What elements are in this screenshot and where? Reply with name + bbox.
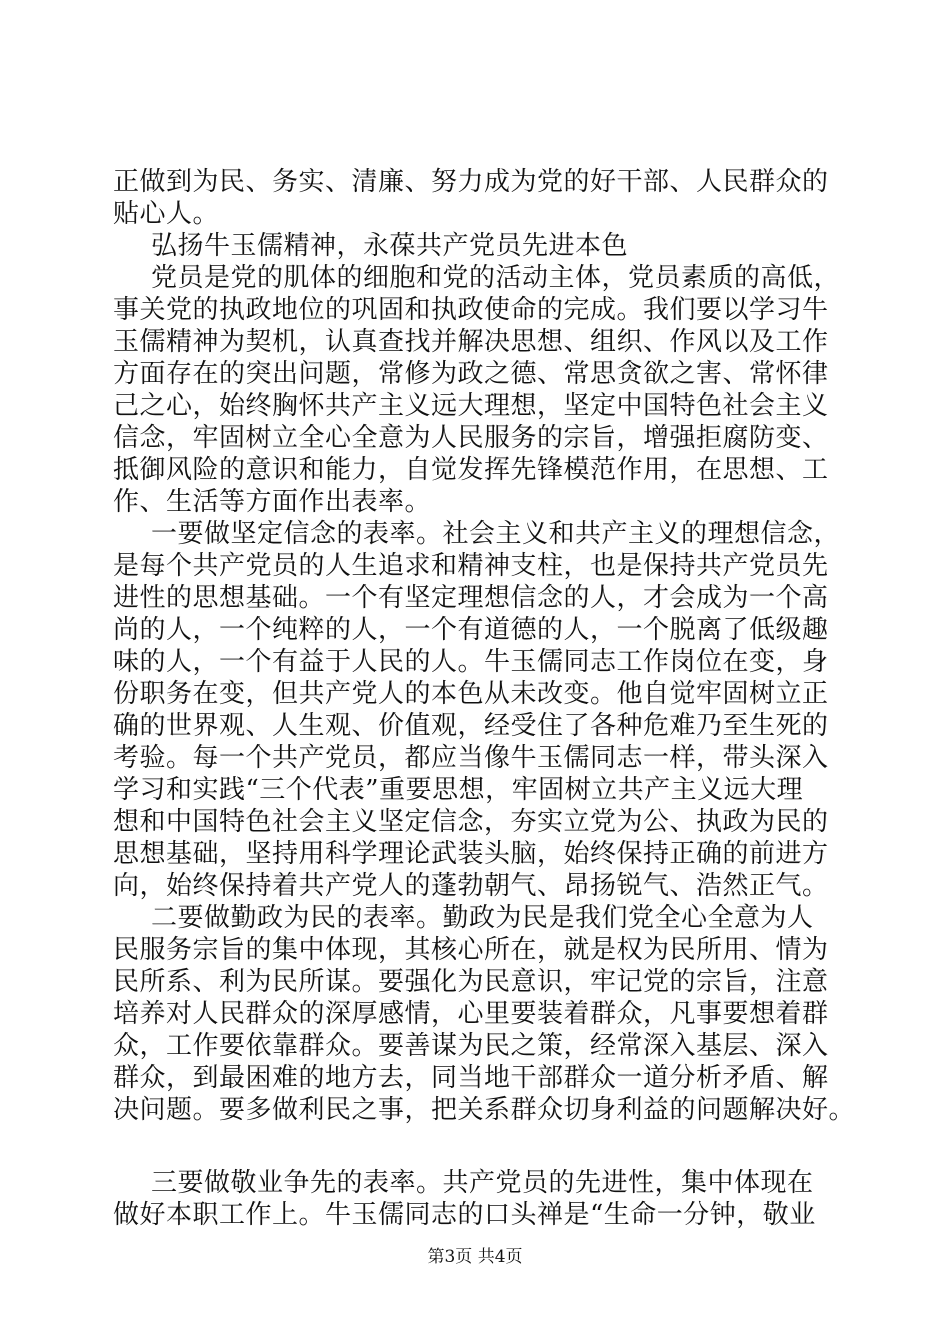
document-section-1 [113, 166, 856, 1126]
text-line: 决问题。要多做利民之事，把关系群众切身利益的问题解决好。 [113, 1095, 856, 1125]
text-line: 玉儒精神为契机，认真查找并解决思想、组织、作风以及工作 [113, 327, 829, 357]
text-line: 群众，到最困难的地方去，同当地干部群众一道分析矛盾、解 [113, 1063, 829, 1093]
document-section-2 [113, 1167, 843, 1231]
text-line: 味的人，一个有益于人民的人。牛玉儒同志工作岗位在变，身 [113, 647, 829, 677]
text-line: 向，始终保持着共产党人的蓬勃朝气、昂扬锐气、浩然正气。 [113, 871, 829, 901]
text-line: 民服务宗旨的集中体现，其核心所在，就是权为民所用、情为 [113, 935, 829, 965]
text-line: 做好本职工作上。牛玉儒同志的口头禅是“生命一分钟，敬业 [113, 1200, 816, 1230]
text-line: 一要做坚定信念的表率。社会主义和共产主义的理想信念， [151, 519, 841, 549]
text-line: 份职务在变，但共产党人的本色从未改变。他自觉牢固树立正 [113, 679, 829, 709]
text-line: 信念，牢固树立全心全意为人民服务的宗旨，增强拒腐防变、 [113, 423, 829, 453]
paragraph-gap [113, 1126, 843, 1167]
text-line: 考验。每一个共产党员，都应当像牛玉儒同志一样，带头深入 [113, 743, 829, 773]
text-line: 方面存在的突出问题，常修为政之德、常思贪欲之害、常怀律 [113, 359, 829, 389]
text-line: 二要做勤政为民的表率。勤政为民是我们党全心全意为人 [151, 903, 814, 933]
text-line: 己之心，始终胸怀共产主义远大理想，坚定中国特色社会主义 [113, 391, 829, 421]
text-line: 尚的人，一个纯粹的人，一个有道德的人，一个脱离了低级趣 [113, 615, 829, 645]
text-line: 想和中国特色社会主义坚定信念，夯实立党为公、执政为民的 [113, 807, 829, 837]
text-line: 三要做敬业争先的表率。共产党员的先进性，集中体现在 [151, 1168, 814, 1198]
document-body [113, 166, 856, 1231]
text-line: 党员是党的肌体的细胞和党的活动主体，党员素质的高低， [151, 263, 841, 293]
text-line: 作、生活等方面作出表率。 [113, 487, 432, 517]
text-line: 正做到为民、务实、清廉、努力成为党的好干部、人民群众的 [113, 167, 829, 197]
text-line: 思想基础，坚持用科学理论武装头脑，始终保持正确的前进方 [113, 839, 829, 869]
text-line: 进性的思想基础。一个有坚定理想信念的人，才会成为一个高 [113, 583, 829, 613]
text-line: 学习和实践“三个代表”重要思想，牢固树立共产主义远大理 [113, 775, 804, 805]
text-line: 弘扬牛玉儒精神，永葆共产党员先进本色 [151, 231, 629, 261]
page-footer: 第3页 共4页 [427, 1247, 523, 1267]
text-line: 民所系、利为民所谋。要强化为民意识，牢记党的宗旨，注意 [113, 967, 829, 997]
text-line: 贴心人。 [113, 199, 220, 229]
text-line: 抵御风险的意识和能力，自觉发挥先锋模范作用，在思想、工 [113, 455, 829, 485]
text-line: 众，工作要依靠群众。要善谋为民之策，经常深入基层、深入 [113, 1031, 829, 1061]
text-line: 培养对人民群众的深厚感情，心里要装着群众，凡事要想着群 [113, 999, 829, 1029]
text-line: 事关党的执政地位的巩固和执政使命的完成。我们要以学习牛 [113, 295, 829, 325]
text-line: 是每个共产党员的人生追求和精神支柱，也是保持共产党员先 [113, 551, 829, 581]
text-line: 确的世界观、人生观、价值观，经受住了各种危难乃至生死的 [113, 711, 829, 741]
